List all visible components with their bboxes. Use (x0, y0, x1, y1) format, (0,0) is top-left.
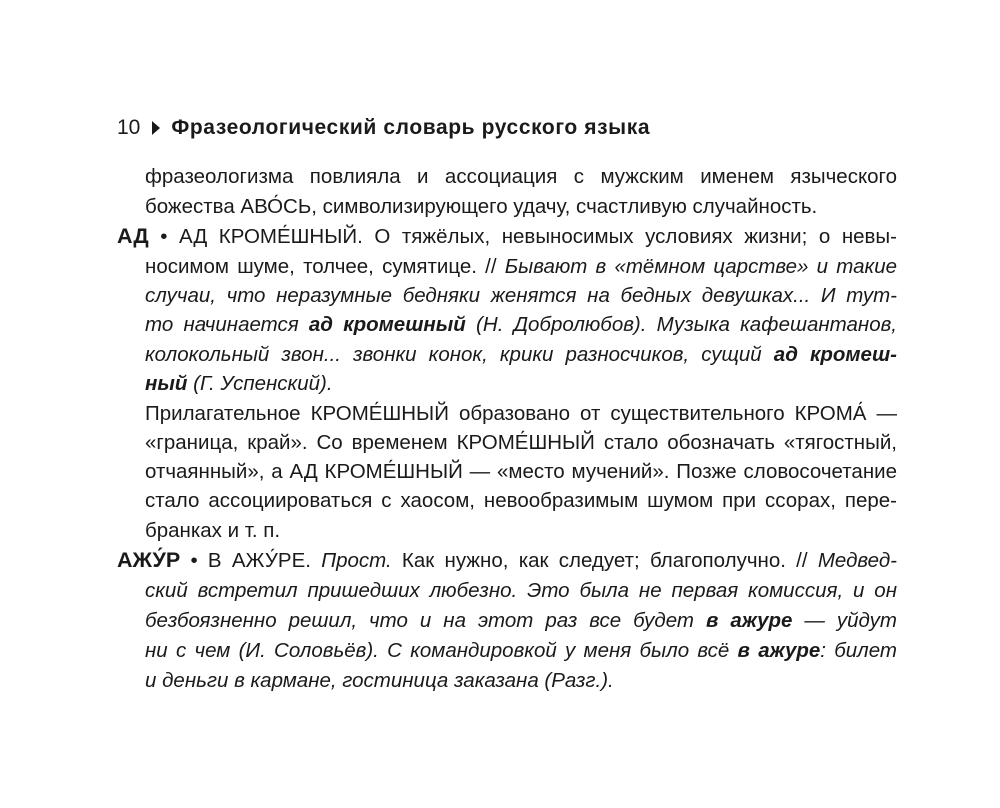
example-text: Бывают в «тёмном царстве» и такие (504, 255, 897, 278)
phrase-highlight: ный (145, 372, 188, 395)
definition-text: Как нужно, как следует; благополучно. // (391, 549, 818, 572)
definition-text: стало ассоциироваться с хаосом, невообразимым шумом при ссорах, пере- (145, 489, 897, 512)
text-line (145, 340, 897, 369)
text-line (145, 516, 897, 545)
definition-text: фразеологизма повлияла и ассоциация с мужским именем языческого (145, 165, 897, 188)
headword: АД (117, 224, 149, 248)
example-text: и деньги в кармане, гостиница заказана (Разг.). (145, 669, 614, 692)
example-text: то начинается (145, 313, 309, 336)
text-line (145, 310, 897, 339)
phrase-highlight: в ажуре (737, 639, 821, 662)
example-text: Прост. (321, 549, 392, 572)
text-line (145, 252, 897, 281)
phrase-highlight: в ажуре (705, 609, 793, 632)
phrase-highlight: ад кромеш- (773, 343, 897, 366)
phrase-highlight: ад кромешный (308, 313, 466, 336)
example-text: — уйдут (792, 609, 897, 632)
triangle-right-icon (152, 121, 160, 135)
definition-text: • В АЖУ́РЕ. (180, 549, 322, 572)
text-line (145, 369, 897, 398)
text-line (117, 546, 897, 575)
example-text: случаи, что неразумные бедняки женятся на бедных девушках... И тут- (145, 284, 897, 307)
text-line (145, 399, 897, 428)
text-line (117, 222, 897, 251)
definition-text: божества АВО́СЬ, символизирующего удачу, счастливую случайность. (145, 195, 818, 218)
running-header (117, 114, 650, 142)
example-text: ни с чем (И. Соловьёв). С командировкой у меня было всё (145, 639, 738, 662)
text-line (145, 281, 897, 310)
book-title: Фразеологический словарь русского языка (171, 116, 651, 139)
text-line (145, 428, 897, 457)
definition-text: носимом шуме, толчее, сумятице. // (145, 255, 505, 278)
definition-text: бранках и т. п. (145, 519, 281, 542)
text-line (145, 606, 897, 635)
example-text: : билет (820, 639, 897, 662)
definition-text: «граница, край». Со временем КРОМЕ́ШНЫЙ стало обозначать «тягостный, (145, 431, 897, 454)
example-text: (Г. Успенский). (187, 372, 333, 395)
page-number: 10 (117, 116, 141, 139)
example-text: Медвед- (817, 549, 897, 572)
text-line (145, 162, 897, 191)
example-text: безбоязненно решил, что и на этот раз все будет (145, 609, 706, 632)
definition-text: Прилагательное КРОМЕ́ШНЫЙ образовано от существительного КРОМА́ — (145, 402, 897, 425)
example-text: колокольный звон... звонки конок, крики разносчиков, сущий (145, 343, 774, 366)
text-line (145, 666, 897, 695)
text-line (145, 576, 897, 605)
definition-text: • АД КРОМЕ́ШНЫЙ. О тяжёлых, невыносимых условиях жизни; о невы- (148, 225, 897, 248)
text-line (145, 192, 897, 221)
example-text: (Н. Добролюбов). Музыка кафешантанов, (465, 313, 897, 336)
text-line (145, 457, 897, 486)
definition-text: отчаянный», а АД КРОМЕ́ШНЫЙ — «место мучений». Позже словосочетание (145, 460, 897, 483)
headword: АЖУ́Р (117, 548, 181, 572)
text-line (145, 636, 897, 665)
text-line (145, 486, 897, 515)
example-text: ский встретил пришедших любезно. Это была не первая комиссия, и он (145, 579, 897, 602)
